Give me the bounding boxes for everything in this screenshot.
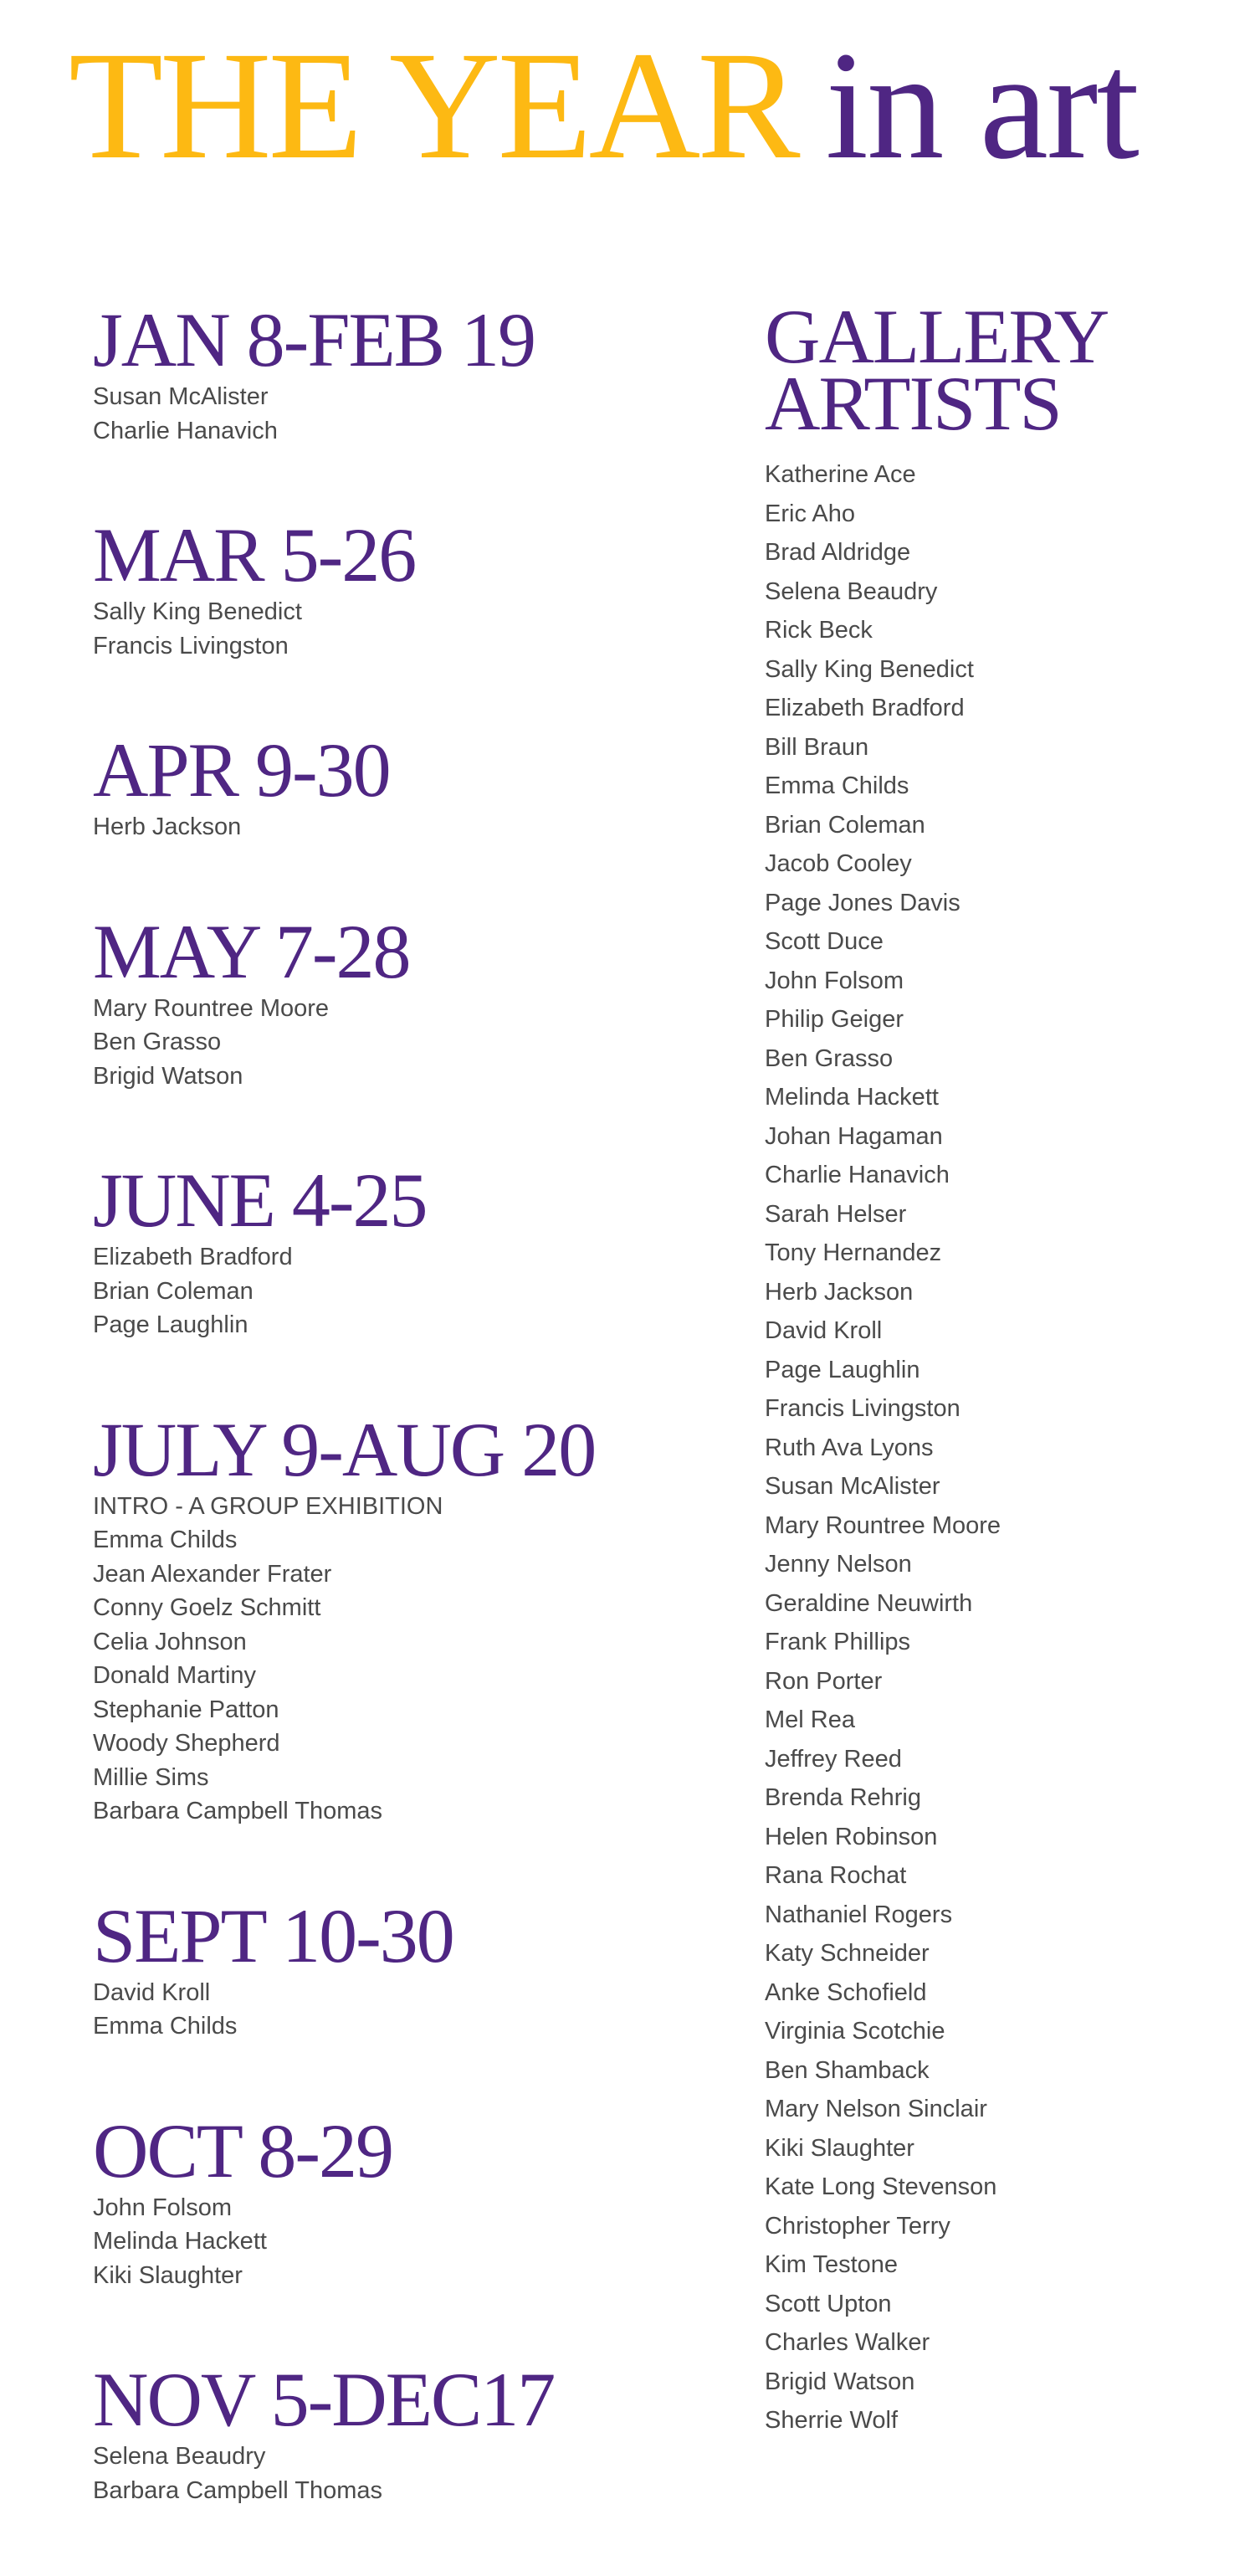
exhibition-artist: Herb Jackson <box>93 813 242 840</box>
exhibition-artist: Emma Childs <box>93 2013 238 2040</box>
exhibition-date: APR 9-30 <box>93 727 390 813</box>
gallery-artist-name: Jacob Cooley <box>765 850 912 877</box>
gallery-artist-name: Emma Childs <box>765 772 909 799</box>
title-year: THE YEAR <box>69 20 797 192</box>
gallery-artist-name: Ruth Ava Lyons <box>765 1434 934 1461</box>
exhibition-artist: Selena Beaudry <box>93 2443 266 2470</box>
exhibition-date: JUNE 4-25 <box>93 1157 427 1243</box>
exhibition-artist: Brian Coleman <box>93 1277 254 1305</box>
gallery-artist-name: Rana Rochat <box>765 1862 907 1889</box>
exhibition-artist: Page Laughlin <box>93 1311 248 1338</box>
exhibition-artist: Sally King Benedict <box>93 598 302 625</box>
exhibition-artist: Celia Johnson <box>93 1628 247 1655</box>
gallery-artist-name: Brenda Rehrig <box>765 1784 921 1811</box>
exhibition-artist: Stephanie Patton <box>93 1696 279 1723</box>
gallery-artist-name: John Folsom <box>765 967 904 994</box>
exhibition-block <box>93 2107 729 2293</box>
gallery-artist-name: Herb Jackson <box>765 1278 914 1306</box>
exhibition-date: JAN 8-FEB 19 <box>93 297 535 382</box>
exhibition-artist: Jean Alexander Frater <box>93 1560 332 1588</box>
exhibition-artist: Susan McAlister <box>93 383 269 410</box>
gallery-artist-name: Helen Robinson <box>765 1823 938 1850</box>
exhibition-artist: Donald Martiny <box>93 1662 257 1689</box>
gallery-artist-name: David Kroll <box>765 1317 883 1344</box>
gallery-artist-name: Page Laughlin <box>765 1356 920 1383</box>
gallery-artist-name: Page Jones Davis <box>765 889 960 916</box>
exhibition-date: SEPT 10-30 <box>93 1892 453 1978</box>
exhibition-artist: Mary Rountree Moore <box>93 994 330 1022</box>
gallery-artist-name: Philip Geiger <box>765 1006 904 1033</box>
exhibition-date: OCT 8-29 <box>93 2107 392 2194</box>
gallery-artist-name: Mel Rea <box>765 1706 855 1733</box>
gallery-artist-name: Geraldine Neuwirth <box>765 1589 973 1617</box>
gallery-artist-name: Brigid Watson <box>765 2368 915 2395</box>
exhibition-date: NOV 5-DEC17 <box>93 2357 555 2442</box>
exhibition-artist: Charlie Hanavich <box>93 417 278 444</box>
gallery-artist-name: Johan Hagaman <box>765 1122 943 1150</box>
gallery-artist-name: Bill Braun <box>765 733 869 761</box>
gallery-artist-name: Nathaniel Rogers <box>765 1901 953 1928</box>
exhibition-date: MAR 5-26 <box>93 512 416 598</box>
gallery-artist-name: Rick Beck <box>765 617 873 644</box>
gallery-artists-heading-line-2: ARTISTS <box>765 361 1061 446</box>
gallery-artist-name: Melinda Hackett <box>765 1084 939 1111</box>
exhibition-block <box>93 908 729 1094</box>
gallery-artist-name: Scott Upton <box>765 2290 892 2317</box>
exhibition-schedule <box>93 297 729 2576</box>
gallery-artists-heading-line-1: GALLERY <box>765 294 1109 379</box>
gallery-artist-name: Kate Long Stevenson <box>765 2173 997 2200</box>
gallery-artist-name: Susan McAlister <box>765 1473 940 1500</box>
exhibition-artist: Ben Grasso <box>93 1029 222 1055</box>
exhibition-artist: Barbara Campbell Thomas <box>93 1798 383 1824</box>
gallery-artist-name: Charles Walker <box>765 2329 930 2356</box>
gallery-artist-name: Ron Porter <box>765 1667 883 1695</box>
exhibition-artist: Kiki Slaughter <box>93 2261 243 2289</box>
gallery-artist-name: Charlie Hanavich <box>765 1162 950 1188</box>
exhibition-block <box>93 1892 729 2044</box>
exhibition-artist: Melinda Hackett <box>93 2228 267 2255</box>
gallery-artist-name: Tony Hernandez <box>765 1239 942 1266</box>
gallery-artist-name: Jeffrey Reed <box>765 1745 902 1773</box>
gallery-artists-list <box>765 455 1233 2440</box>
exhibition-artist: Conny Goelz Schmitt <box>93 1594 321 1621</box>
gallery-artist-name: Brian Coleman <box>765 811 925 839</box>
gallery-artist-name: Kiki Slaughter <box>765 2134 914 2162</box>
gallery-artists-heading <box>765 294 1233 446</box>
gallery-artist-name: Sarah Helser <box>765 1200 907 1228</box>
gallery-artist-name: Jenny Nelson <box>765 1551 912 1578</box>
exhibition-block <box>93 512 729 663</box>
gallery-artist-name: Sherrie Wolf <box>765 2407 899 2434</box>
gallery-artist-name: Anke Schofield <box>765 1978 927 2006</box>
gallery-artist-name: Virginia Scotchie <box>765 2018 945 2045</box>
gallery-artist-name: Selena Beaudry <box>765 577 938 605</box>
gallery-artist-name: Kim Testone <box>765 2251 899 2278</box>
gallery-artist-name: Brad Aldridge <box>765 539 911 566</box>
gallery-artist-name: Sally King Benedict <box>765 655 974 683</box>
gallery-artist-name: Mary Nelson Sinclair <box>765 2096 987 2122</box>
gallery-artist-name: Mary Rountree Moore <box>765 1511 1001 1539</box>
gallery-artist-name: Scott Duce <box>765 928 884 955</box>
page-title <box>69 20 1138 192</box>
exhibition-artist: David Kroll <box>93 1978 211 2006</box>
gallery-artist-name: Elizabeth Bradford <box>765 695 965 721</box>
exhibition-block <box>93 727 729 844</box>
exhibition-artist: John Folsom <box>93 2194 233 2221</box>
exhibition-subtitle: INTRO - A GROUP EXHIBITION <box>93 1492 443 1520</box>
exhibition-block <box>93 297 729 448</box>
gallery-artist-name: Francis Livingston <box>765 1395 960 1422</box>
title-in-art: in art <box>825 20 1138 192</box>
exhibition-date: JULY 9-AUG 20 <box>93 1406 596 1492</box>
exhibition-artist: Brigid Watson <box>93 1062 243 1090</box>
exhibition-artist: Woody Shepherd <box>93 1730 280 1757</box>
exhibition-block <box>93 2357 729 2507</box>
exhibition-artist: Barbara Campbell Thomas <box>93 2476 383 2504</box>
exhibition-block <box>93 1406 729 1829</box>
exhibition-artist: Francis Livingston <box>93 632 289 659</box>
gallery-artists-section <box>765 294 1233 2440</box>
gallery-artist-name: Christopher Terry <box>765 2212 950 2240</box>
gallery-artist-name: Eric Aho <box>765 500 855 527</box>
gallery-artist-name: Ben Grasso <box>765 1044 894 1072</box>
exhibition-artist: Emma Childs <box>93 1527 238 1553</box>
gallery-artist-name: Frank Phillips <box>765 1629 911 1655</box>
exhibition-artist: Millie Sims <box>93 1763 209 1791</box>
exhibition-date: MAY 7-28 <box>93 908 410 994</box>
exhibition-artist: Elizabeth Bradford <box>93 1244 293 1270</box>
exhibition-block <box>93 1157 729 1342</box>
gallery-artist-name: Ben Shamback <box>765 2056 930 2084</box>
gallery-artist-name: Katy Schneider <box>765 1940 930 1967</box>
gallery-artist-name: Katherine Ace <box>765 461 916 488</box>
